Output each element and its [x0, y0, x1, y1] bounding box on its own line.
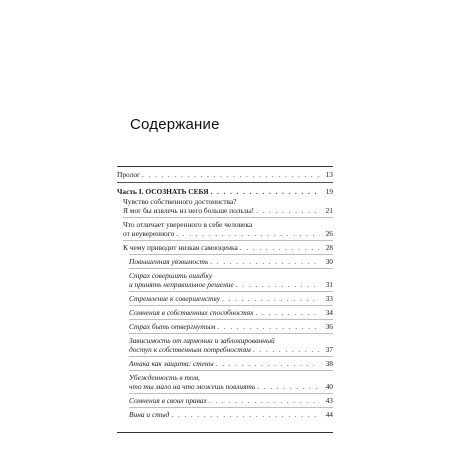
page-number: 26 [325, 229, 333, 238]
entry-divider [123, 217, 333, 218]
dot-leader [240, 243, 320, 252]
entry-divider [129, 356, 333, 357]
table-of-contents [117, 168, 333, 419]
page-number: 44 [325, 410, 333, 419]
page-title: Содержание [130, 116, 220, 133]
entry-divider [129, 305, 333, 306]
toc-entry[interactable] [117, 257, 333, 266]
toc-entry-title: доступ к собственным потребностям [129, 345, 251, 354]
page-number: 43 [325, 396, 333, 405]
dot-leader [142, 170, 320, 179]
bottom-rule [117, 432, 333, 433]
toc-entry-title-line: Зависимость от гармонии и заблокированный [129, 336, 275, 345]
toc-entry[interactable] [117, 170, 333, 179]
dot-leader [257, 382, 320, 391]
page-number: 21 [325, 206, 333, 215]
entry-divider [129, 370, 333, 371]
dot-leader [209, 396, 320, 405]
toc-entry[interactable] [117, 220, 333, 238]
dot-leader [211, 187, 320, 196]
toc-entry-title: Стремление к совершенству [129, 294, 220, 303]
dot-leader [217, 322, 320, 331]
toc-entry-title: К чему приводит низкая самооценка [123, 243, 238, 252]
toc-entry-title: Сомнения в своих правах [129, 396, 207, 405]
page-number: 37 [325, 345, 333, 354]
toc-entry[interactable] [117, 336, 333, 354]
toc-entry-title: Пролог [117, 170, 141, 179]
entry-divider [129, 291, 333, 292]
toc-entry-title-line: Что отличает уверенного в себе человека [123, 220, 253, 229]
page-number: 31 [325, 280, 333, 289]
page-number: 13 [325, 170, 333, 179]
toc-entry-title: Я мог бы извлечь из него больше пользы! [123, 206, 255, 215]
toc-entry-title-line: Убежденность в том, [129, 373, 200, 382]
page-number: 33 [325, 294, 333, 303]
toc-entry[interactable] [117, 410, 333, 419]
toc-entry[interactable] [117, 373, 333, 391]
toc-entry[interactable] [117, 243, 333, 252]
entry-divider [129, 407, 333, 408]
top-rule [117, 166, 333, 167]
toc-entry[interactable] [117, 271, 333, 289]
toc-entry-title: и принять неправильное решение [129, 280, 234, 289]
dot-leader [176, 229, 320, 238]
page-number: 40 [325, 382, 333, 391]
toc-entry[interactable] [117, 322, 333, 331]
page-number: 28 [325, 243, 333, 252]
page-number: 30 [325, 257, 333, 266]
dot-leader [210, 257, 320, 266]
page-number: 34 [325, 308, 333, 317]
toc-entry[interactable] [117, 308, 333, 317]
dot-leader [171, 410, 320, 419]
dot-leader [222, 294, 320, 303]
toc-entry-title: что ты мало на что можешь повлиять [129, 382, 256, 391]
page-number: 19 [325, 187, 333, 196]
toc-entry[interactable] [117, 294, 333, 303]
toc-entry-title-line: Чувство собственного достоинства? [123, 197, 237, 206]
dot-leader [253, 345, 320, 354]
toc-entry-title: Повышенная уязвимость [129, 257, 209, 266]
toc-entry[interactable] [117, 359, 333, 368]
toc-entry[interactable] [117, 197, 333, 215]
toc-entry[interactable] [117, 396, 333, 405]
toc-entry-title: Вина и стыд [129, 410, 170, 419]
entry-divider [129, 393, 333, 394]
dot-leader [256, 206, 320, 215]
toc-entry-title: Сомнения в собственных способностях [129, 308, 254, 317]
entry-divider [129, 268, 333, 269]
toc-entry[interactable] [117, 187, 333, 196]
toc-entry-title: от неуверенного [123, 229, 175, 238]
entry-divider [129, 319, 333, 320]
toc-entry-title: Атака как защита: стены [129, 359, 214, 368]
toc-entry-title-line: Страх совершить ошибку [129, 271, 213, 280]
toc-entry-title: Страх быть отвергнутым [129, 322, 216, 331]
page-number: 38 [325, 359, 333, 368]
page-number: 36 [325, 322, 333, 331]
entry-divider [129, 254, 333, 255]
dot-leader [216, 359, 320, 368]
dot-leader [236, 280, 320, 289]
toc-entry-title: Часть I. ОСОЗНАТЬ СЕБЯ [117, 187, 209, 196]
entry-divider [123, 240, 333, 241]
dot-leader [256, 308, 320, 317]
entry-divider [129, 333, 333, 334]
